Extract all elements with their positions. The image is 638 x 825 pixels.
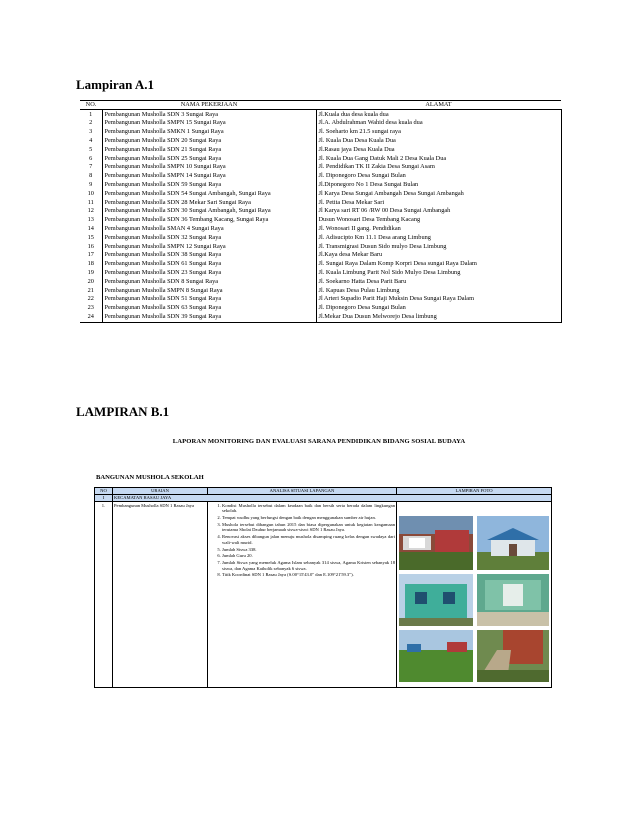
row-nama-pekerjaan: Pembangunan Musholla SDN 38 Sungai Raya (102, 251, 316, 260)
col-uraian-header: URAIAN (113, 488, 208, 495)
row-no: 4 (89, 136, 93, 144)
table-row (80, 304, 561, 313)
row-alamat: Jl.Kuala dua desa kuala dua (316, 110, 561, 119)
table-row (80, 278, 561, 287)
row-no: 2 (89, 119, 93, 127)
analysis-item: 4. Renovasi akses dibangun jalan menuju mushola disamping ruang kelas dengan swadaya dari wali-wali murid. (222, 534, 395, 545)
school-sign-photo-icon (399, 516, 473, 570)
lampiran-a1-heading: Lampiran A.1 (76, 77, 155, 92)
row-alamat: Jl.Diponegoro No 1 Desa Sungai Bulan (316, 181, 561, 190)
col-nama-header: NAMA PEKERJAAN (102, 101, 316, 110)
row-nama-pekerjaan: Pembangunan Musholla SDN 20 Sungai Raya (102, 137, 316, 146)
row-no: 17 (87, 251, 94, 259)
photo-grid (397, 502, 551, 687)
field-photo-icon (399, 630, 473, 682)
kecamatan-label: KECAMATAN RASAU JAYA (113, 495, 552, 502)
row-alamat: Jl. Sungai Raya Dalam Komp Korpri Desa sungai Raya Dalam (316, 260, 561, 269)
row-no: 15 (87, 233, 94, 241)
row-alamat: Jl. Kuala Dua Gang Datuk Mali 2 Desa Kuala Dua (316, 154, 561, 163)
table-row (80, 313, 561, 322)
row-nama-pekerjaan: Pembangunan Musholla SDN 30 Sungai Ambangah, Sungai Raya (102, 207, 316, 216)
row-no: 8 (89, 172, 93, 180)
table-row (80, 251, 561, 260)
row-no: 13 (87, 216, 94, 224)
row-nama-pekerjaan: Pembangunan Musholla SDN 8 Sungai Raya (102, 278, 316, 287)
analysis-item: 3. Mushola tersebut dibangun tahun 2015 dan biasa dipergunakan untuk kegiatan keagamaan terutama Sholat Dzuhur berjamaah siswa-siswi SDN 1 Rasau Jaya. (222, 522, 395, 533)
row-no: 24 (80, 313, 102, 322)
table-row (80, 198, 561, 207)
row-alamat: Jl. Petita Desa Mekar Sari (316, 198, 561, 207)
table-row (80, 154, 561, 163)
row-alamat: Jl Arteri Supadio Parit Haji Muksin Desa Sungai Raya Dalam (316, 295, 561, 304)
analysis-item: 6. Jumlah Guru 20. (222, 553, 395, 559)
col-no-header: NO. (80, 101, 102, 110)
row-alamat: Jl.Rasau jaya Desa Kuala Dua (316, 146, 561, 155)
table-row (80, 146, 561, 155)
mushola-side-photo-icon (399, 574, 473, 626)
row-alamat: Jl. Wonosari II gang. Pendidikan (316, 225, 561, 234)
row-nama-pekerjaan: Pembangunan Musholla SMPN 8 Sungai Raya (102, 286, 316, 295)
table-row (80, 260, 561, 269)
row-alamat: Jl.Kaya desa Mekar Baru (316, 251, 561, 260)
row-alamat: Jl. Diponegoro Desa Sungai Bulan (316, 172, 561, 181)
row-nama-pekerjaan: Pembangunan Musholla SDN 32 Sungai Raya (102, 234, 316, 243)
row-alamat: Jl.A. Abdulrahman Wahid desa kuala dua (316, 119, 561, 128)
row-nama-pekerjaan: Pembangunan Musholla SDN 3 Sungai Raya (102, 110, 316, 119)
table-row (80, 190, 561, 199)
table-row (95, 501, 552, 687)
analysis-item: 7. Jumlah Siswa yang memeluk Agama Islam sebanyak 314 siswa, Agama Kristen sebanyak 18 siswa, dan Agama Katholik sebanyak 6 siswa. (222, 560, 395, 571)
row-nama-pekerjaan: Pembangunan Musholla SMPN 10 Sungai Raya (102, 163, 316, 172)
row-nama-pekerjaan: Pembangunan Musholla SMPN 14 Sungai Raya (102, 172, 316, 181)
report-subtitle: BANGUNAN MUSHOLA SEKOLAH (96, 474, 204, 481)
lampiran-b1-heading: LAMPIRAN B.1 (76, 404, 170, 419)
table-row (80, 128, 561, 137)
row-nama-pekerjaan: Pembangunan Musholla SDN 63 Sungai Raya (102, 304, 316, 313)
analysis-item: 1. Kondisi Musholla tersebut dalam keadaan baik dan bersih serta berada dalam lingkungan sekolah. (222, 503, 395, 514)
row-no: 11 (87, 198, 94, 206)
table-row (80, 295, 561, 304)
table-row (80, 286, 561, 295)
row-no: 3 (89, 128, 93, 136)
row-no: 1 (89, 110, 93, 118)
row-nama-pekerjaan: Pembangunan Musholla SDN 25 Sungai Raya (102, 154, 316, 163)
col-foto-header: LAMPIRAN FOTO (397, 488, 552, 495)
row-nama-pekerjaan: Pembangunan Musholla SMKN 1 Sungai Raya (102, 128, 316, 137)
row-no: 21 (87, 286, 94, 294)
row-no: 14 (87, 224, 94, 232)
row-no: 9 (89, 180, 93, 188)
row-nama-pekerjaan: Pembangunan Musholla SDN 61 Sungai Raya (102, 260, 316, 269)
col-analisa-header: ANALISA SITUASI LAPANGAN (208, 488, 397, 495)
report-title: LAPORAN MONITORING DAN EVALUASI SARANA PENDIDIKAN BIDANG SOSIAL BUDAYA (172, 438, 466, 445)
row-no: 16 (87, 242, 94, 250)
row-alamat: Dusun Wonosari Desa Tembang Kacang (316, 216, 561, 225)
row-alamat: Jl. Kuala Limbung Parit Nol Sido Mulyo Desa Limbung (316, 269, 561, 278)
row-no: 22 (87, 295, 94, 303)
mushola-interior-photo-icon (477, 574, 549, 626)
table-row (80, 137, 561, 146)
col-alamat-header: ALAMAT (316, 101, 561, 110)
table-row (80, 119, 561, 128)
row-no: 6 (89, 154, 93, 162)
row-alamat: Jl. Adisucipto Km 11.1 Desa arang Limbung (316, 234, 561, 243)
monitoring-table (94, 487, 552, 688)
pekerjaan-table (80, 100, 562, 323)
row-no: 12 (87, 207, 94, 215)
row-alamat: Jl. Kuala Dua Desa Kuala Dua (316, 137, 561, 146)
table-row (80, 163, 561, 172)
table-row (80, 172, 561, 181)
row-alamat: Jl. Diponegoro Desa Sungai Bulan (316, 304, 561, 313)
table-row (80, 269, 561, 278)
row-no: 7 (89, 163, 93, 171)
row-alamat: Jl Karya sari RT 06 /RW 00 Desa Sungai Ambangah (316, 207, 561, 216)
row-alamat: Jl Karya Desa Sungai Ambangah Desa Sungai Ambangah (316, 190, 561, 199)
row-no: 5 (89, 145, 93, 153)
row-uraian: Pembangunan Musholla SDN 1 Rasau Jaya (113, 501, 208, 687)
row-alamat: Jl.Mekar Dua Dusun Melworejo Desa limbung (316, 313, 561, 322)
table-row (80, 181, 561, 190)
photo-cell (397, 501, 552, 687)
row-nama-pekerjaan: Pembangunan Musholla SDN 21 Sungai Raya (102, 146, 316, 155)
table-row (80, 242, 561, 251)
table-header-row (95, 488, 552, 495)
analysis-item: 2. Tempat wudhu yang berfungsi dengan baik dengan menggunakan sumber air hujan. (222, 515, 395, 521)
table-header-row (80, 101, 561, 110)
row-nama-pekerjaan: Pembangunan Musholla SDN 28 Mekar Sari Sungai Raya (102, 198, 316, 207)
row-alamat: Jl. Soekarno Hatta Desa Parit Baru (316, 278, 561, 287)
row-no: 10 (87, 189, 94, 197)
row-alamat: Jl. Transmigrasi Dusun Sido mulyo Desa Limbung (316, 242, 561, 251)
kecamatan-no: I (95, 495, 113, 502)
row-nama-pekerjaan: Pembangunan Musholla SDN 54 Sungai Ambangah, Sungai Raya (102, 190, 316, 199)
mushola-front-photo-icon (477, 516, 549, 570)
row-nama-pekerjaan: Pembangunan Musholla SDN 51 Sungai Raya (102, 295, 316, 304)
walkway-photo-icon (477, 630, 549, 682)
analysis-list (209, 503, 395, 578)
row-nama-pekerjaan: Pembangunan Musholla SDN 23 Sungai Raya (102, 269, 316, 278)
analysis-item: 8. Titik Koordinat SDN 1 Rasau Jaya (S.00°15'43.0" dan E.109°21'59.3"). (222, 572, 395, 578)
table-row (80, 216, 561, 225)
row-no: 19 (87, 268, 94, 276)
row-alamat: Jl. Pendidikan TK II Zakia Desa Sungai Asam (316, 163, 561, 172)
table-row (80, 110, 561, 119)
row-nama-pekerjaan: Pembangunan Musholla SDN 36 Tembang Kacang, Sungai Raya (102, 216, 316, 225)
table-row (80, 207, 561, 216)
row-nama-pekerjaan: Pembangunan Musholla SDN 59 Sungai Raya (102, 181, 316, 190)
table-row (80, 225, 561, 234)
kecamatan-row (95, 495, 552, 502)
row-nama-pekerjaan: Pembangunan Musholla SDN 39 Sungai Raya (102, 313, 316, 322)
row-no: 18 (87, 260, 94, 268)
row-alamat: Jl. Soeharto km 21.5 sungai raya (316, 128, 561, 137)
analysis-item: 5. Jumlah Siswa 338. (222, 547, 395, 553)
row-nama-pekerjaan: Pembangunan Musholla SMPN 12 Sungai Raya (102, 242, 316, 251)
row-no: 23 (87, 304, 94, 312)
row-nama-pekerjaan: Pembangunan Musholla SMAN 4 Sungai Raya (102, 225, 316, 234)
row-no: 20 (87, 277, 94, 285)
row-alamat: Jl. Kapuas Desa Pulau Limbung (316, 286, 561, 295)
col-no-header: NO (95, 488, 113, 495)
row-no: 1. (95, 501, 113, 687)
table-row (80, 234, 561, 243)
analysis-cell (208, 501, 397, 687)
row-nama-pekerjaan: Pembangunan Musholla SMPN 15 Sungai Raya (102, 119, 316, 128)
